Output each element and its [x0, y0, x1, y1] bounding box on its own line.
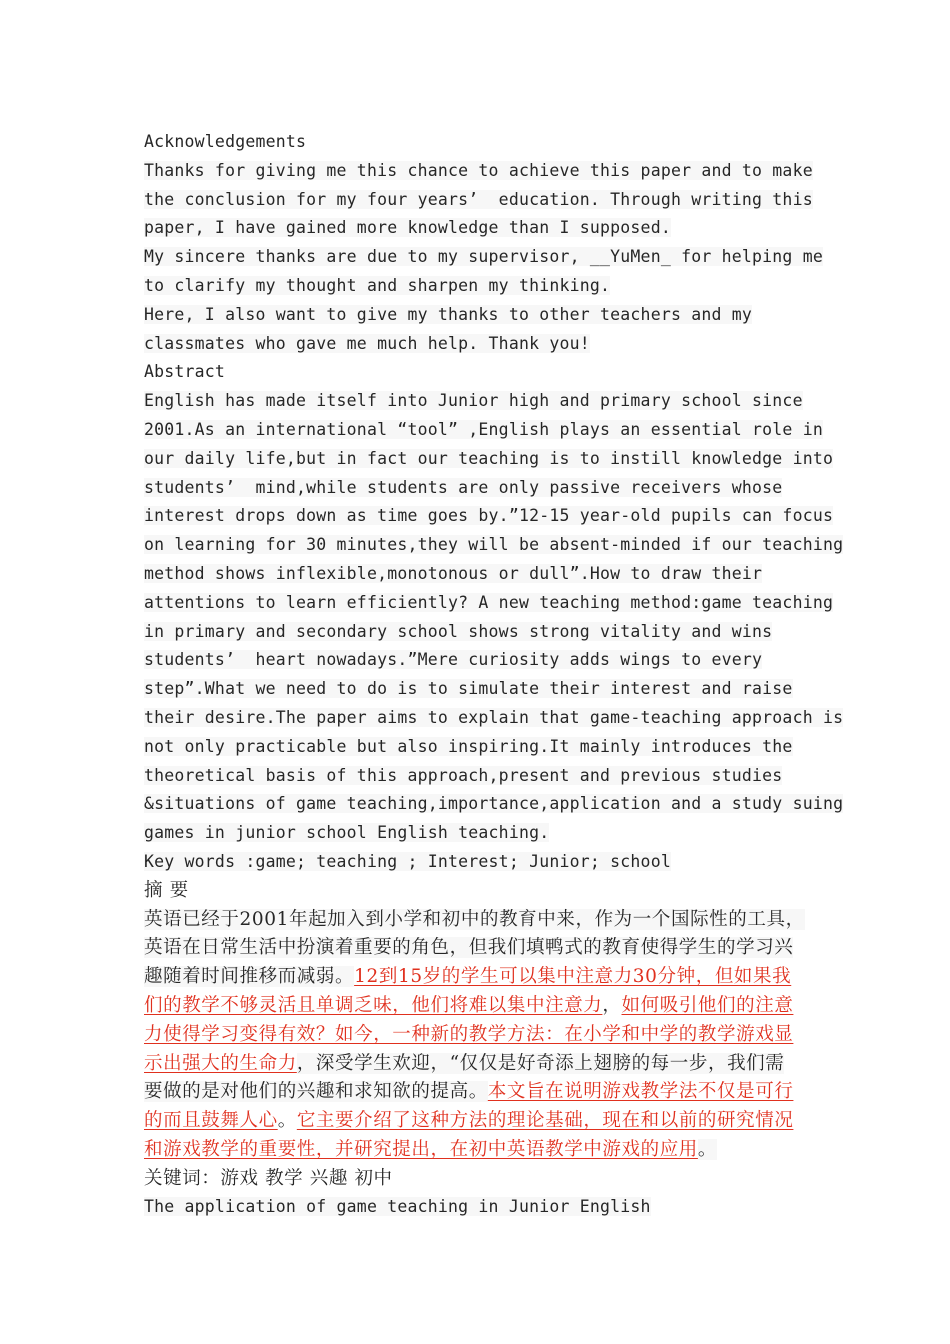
abstract-line: &situations of game teaching,importance,application and a study suing — [144, 794, 844, 814]
abstract-cn-annotated: 们的教学不够灵活且单调乏味，他们将难以集中注意力 — [144, 994, 603, 1016]
abstract-line: students’ mind,while students are only passive receivers whose — [144, 477, 783, 497]
abstract-cn-line: 英语已经于2001年起加入到小学和初中的教育中来，作为一个国际性的工具， — [144, 908, 805, 930]
document-page — [144, 128, 844, 1222]
abstract-line: our daily life,but in fact our teaching is to instill knowledge into — [144, 448, 834, 468]
abstract-cn-punct: 。 — [277, 1110, 297, 1132]
abstract-line: method shows inflexible,monotonous or dull”.How to draw their — [144, 563, 763, 583]
ack-line: Here, I also want to give my thanks to other teachers and my — [144, 304, 753, 324]
abstract-cn-annotated: 的而且鼓舞人心 — [144, 1110, 278, 1132]
abstract-cn-line: 英语在日常生活中扮演着重要的角色，但我们填鸭式的教育使得学生的学习兴 — [144, 937, 794, 959]
abstract-cn-annotated: 如何吸引他们的注意 — [621, 994, 794, 1016]
abstract-cn-line: ，深受学生欢迎，“仅仅是好奇添上翅膀的每一步，我们需 — [296, 1052, 785, 1074]
abstract-cn-punct: 。 — [697, 1138, 718, 1160]
abstract-line: theoretical basis of this approach,present and previous studies — [144, 765, 783, 785]
abstract-cn-line: 要做的是对他们的兴趣和求知欲的提高。 — [144, 1081, 488, 1103]
abstract-line: their desire.The paper aims to explain that game-teaching approach is — [144, 707, 844, 727]
keywords-en: Key words :game; teaching ; Interest; Junior; school — [144, 851, 671, 871]
abstract-cn-annotated: 示出强大的生命力 — [144, 1052, 297, 1074]
keywords-cn: 关键词：游戏 教学 兴趣 初中 — [144, 1167, 393, 1189]
acknowledgements-heading: Acknowledgements — [144, 132, 307, 151]
abstract-line: on learning for 30 minutes,they will be absent-minded if our teaching — [144, 535, 844, 555]
abstract-line: in primary and secondary school shows strong vitality and wins — [144, 621, 773, 641]
abstract-line: attentions to learn efficiently? A new teaching method:game teaching — [144, 592, 834, 612]
abstract-heading: Abstract — [144, 362, 226, 382]
abstract-line: 2001.As an international “tool” ,English plays an essential role in — [144, 419, 823, 439]
ack-line: to clarify my thought and sharpen my thinking. — [144, 275, 611, 295]
paper-title-line: The application of game teaching in Junior English — [144, 1197, 651, 1217]
abstract-line: interest drops down as time goes by.”12-15 year-old pupils can focus — [144, 506, 834, 526]
ack-line: My sincere thanks are due to my supervisor, __YuMen_ for helping me — [144, 247, 823, 267]
ack-line: the conclusion for my four years’ education. Through writing this — [144, 189, 813, 209]
ack-line: classmates who gave me much help. Thank you! — [144, 333, 590, 353]
abstract-line: step”.What we need to do is to simulate their interest and raise — [144, 679, 793, 699]
ack-line: paper, I have gained more knowledge than I supposed. — [144, 218, 671, 238]
abstract-cn-annotated: 它主要介绍了这种方法的理论基础，现在和以前的研究情况 — [296, 1110, 794, 1132]
abstract-line: games in junior school English teaching. — [144, 823, 550, 843]
ack-line: Thanks for giving me this chance to achieve this paper and to make — [144, 160, 813, 180]
abstract-cn-annotated: 12到15岁的学生可以集中注意力30分钟，但如果我 — [354, 966, 792, 988]
abstract-cn-annotated: 本文旨在说明游戏教学法不仅是可行 — [487, 1081, 794, 1103]
abstract-cn-annotated: 力使得学习变得有效？如今，一种新的教学方法：在小学和中学的教学游戏显 — [144, 1023, 794, 1045]
abstract-line: English has made itself into Junior high and primary school since — [144, 391, 803, 411]
abstract-line: not only practicable but also inspiring.It mainly introduces the — [144, 736, 793, 756]
abstract-cn-annotated: 和游戏教学的重要性，并研究提出，在初中英语教学中游戏的应用 — [144, 1138, 698, 1160]
abstract-cn-punct: ， — [602, 994, 622, 1016]
abstract-cn-heading: 摘 要 — [144, 879, 189, 901]
abstract-line: students’ heart nowadays.”Mere curiosity adds wings to every — [144, 650, 763, 670]
abstract-cn-line: 趣随着时间推移而减弱。 — [144, 966, 355, 988]
